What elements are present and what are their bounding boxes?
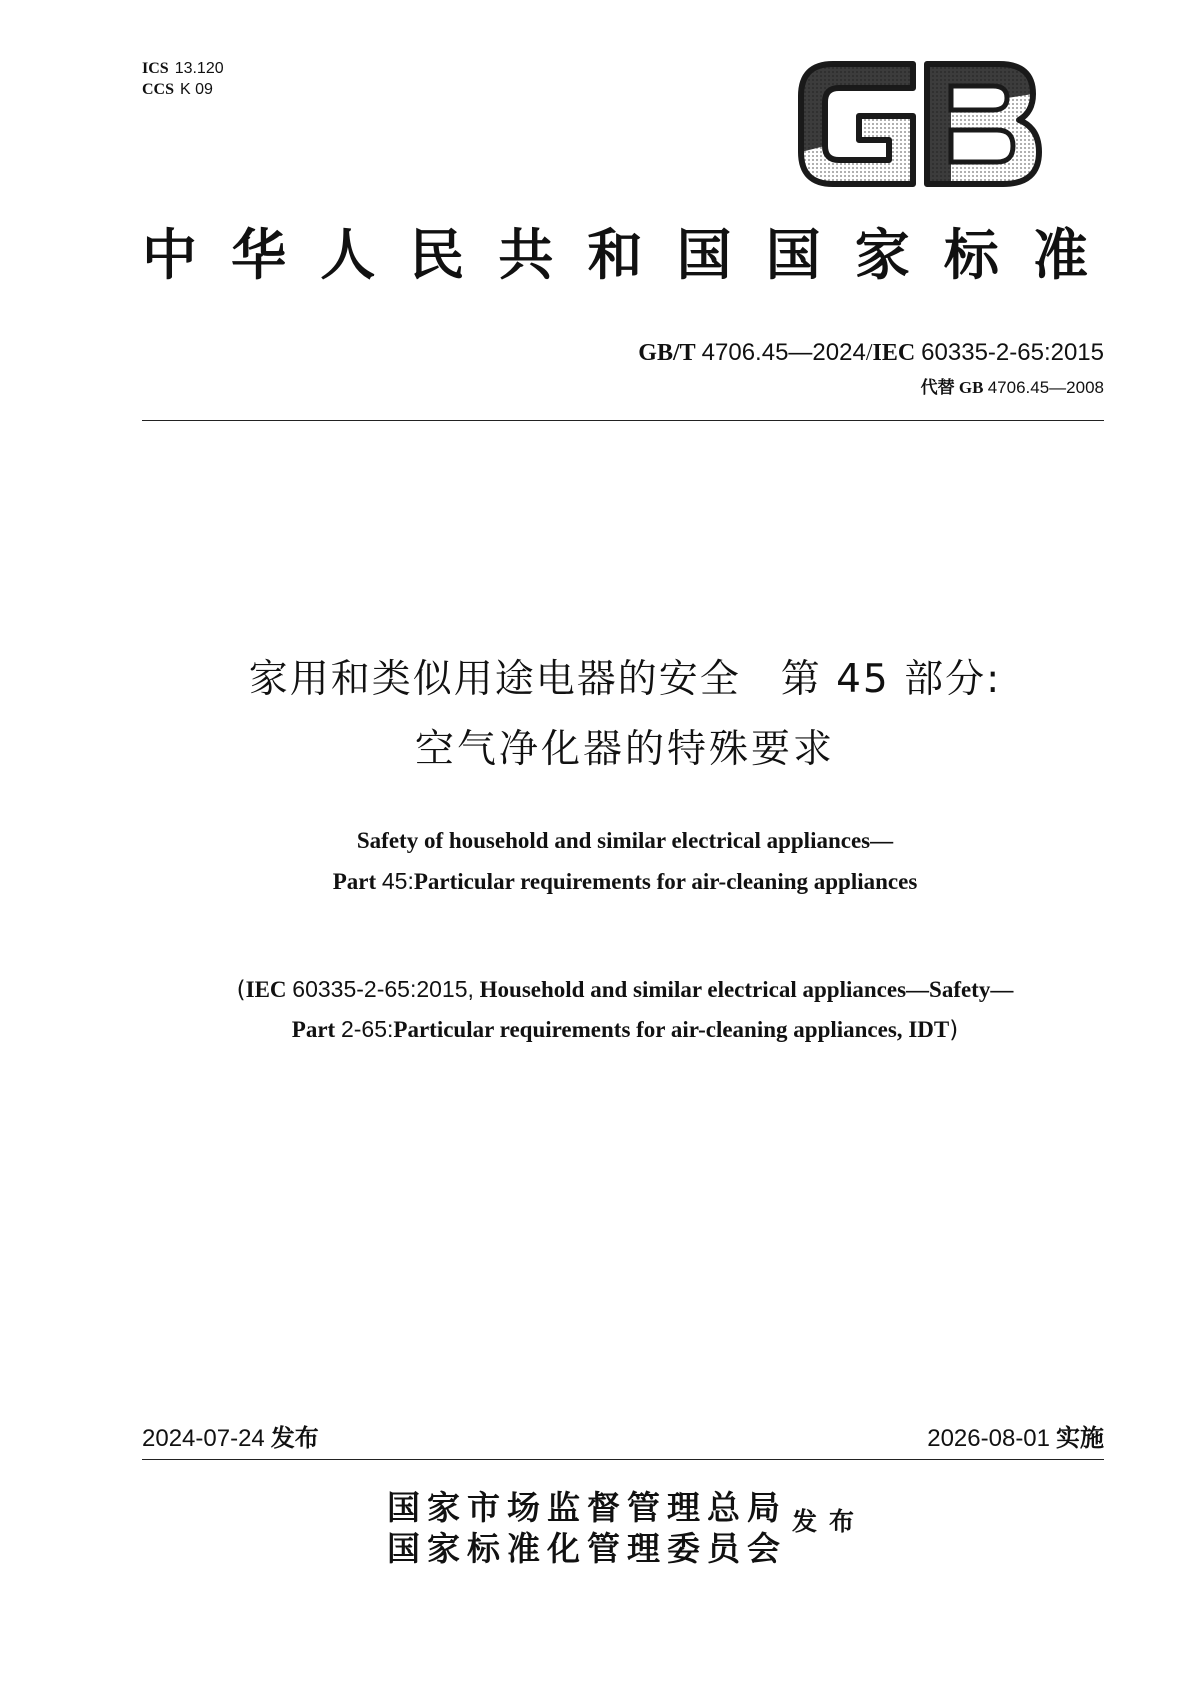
ccs-value: K 09 (180, 81, 213, 98)
ics-code (142, 58, 224, 79)
standard-number (638, 338, 1104, 368)
english-title-subtitle: Particular requirements for air-cleaning appliances (413, 869, 918, 894)
equivalence-line-1 (60, 974, 1190, 1005)
chinese-title-line-1 (100, 655, 1150, 705)
english-title-line-1: Safety of household and similar electrical appliances— (356, 828, 894, 853)
classification-codes (142, 58, 224, 100)
replaces-standard (921, 377, 1104, 399)
national-standard-title: 中华人民共和国国家标准 (142, 223, 1102, 287)
issue-date-value: 2024-07-24 (142, 1425, 265, 1452)
close-paren: ) (949, 1017, 959, 1043)
equivalence-degree: IDT (902, 1017, 950, 1042)
english-title-part-word: Part (332, 869, 382, 894)
replaces-code: 4706.45—2008 (987, 378, 1104, 397)
implementation-date (927, 1423, 1104, 1454)
issue-date-label: 发布 (270, 1424, 319, 1452)
standard-slash: / (865, 340, 873, 366)
issue-word: 发布 (792, 1507, 867, 1536)
ics-value: 13.120 (174, 60, 224, 77)
header-divider (142, 420, 1104, 421)
iec-code: 60335-2-65:2015 (921, 339, 1104, 366)
iec-prefix: IEC (872, 340, 916, 366)
ccs-label: CCS (142, 81, 175, 98)
equivalence-line-2 (60, 1014, 1190, 1045)
replaces-label: 代替 (920, 378, 955, 398)
equivalence-iec: IEC (245, 977, 293, 1002)
equivalence-part-number: 2-65: (340, 1016, 394, 1042)
ccs-code (142, 79, 224, 100)
chinese-title-line-2: 空气净化器的特殊要求 (414, 727, 835, 772)
issuer-samr: 国家市场监督管理总局 (387, 1488, 787, 1527)
equivalence-subtitle: Particular requirements for air-cleaning appliances, (393, 1017, 903, 1042)
issue-date (142, 1423, 319, 1454)
gb-logo (795, 54, 1045, 194)
english-title-line-2 (100, 866, 1150, 897)
equivalence-part-word: Part (291, 1017, 341, 1042)
issuer-sac: 国家标准化管理委员会 (387, 1529, 787, 1568)
replaces-prefix: GB (958, 378, 984, 397)
equivalence-iec-title: Household and similar electrical appliances—Safety— (473, 977, 1014, 1002)
issuing-organizations (387, 1487, 787, 1569)
ics-label: ICS (142, 60, 169, 77)
english-title-part-number: 45: (381, 868, 414, 894)
implementation-date-value: 2026-08-01 (927, 1425, 1050, 1452)
implementation-date-label: 实施 (1056, 1424, 1104, 1452)
standard-prefix: GB/T (638, 340, 696, 366)
gb-logo-letter-g (801, 64, 913, 184)
gb-logo-letter-b (927, 64, 1039, 184)
equivalence-iec-number: 60335-2-65:2015, (292, 976, 474, 1002)
footer-divider (142, 1459, 1104, 1460)
chinese-title-part: 第 45 部分: (780, 657, 1002, 702)
chinese-title-main: 家用和类似用途电器的安全 (248, 657, 741, 702)
open-paren: ( (236, 977, 246, 1003)
standard-code: 4706.45—2024 (701, 339, 866, 366)
